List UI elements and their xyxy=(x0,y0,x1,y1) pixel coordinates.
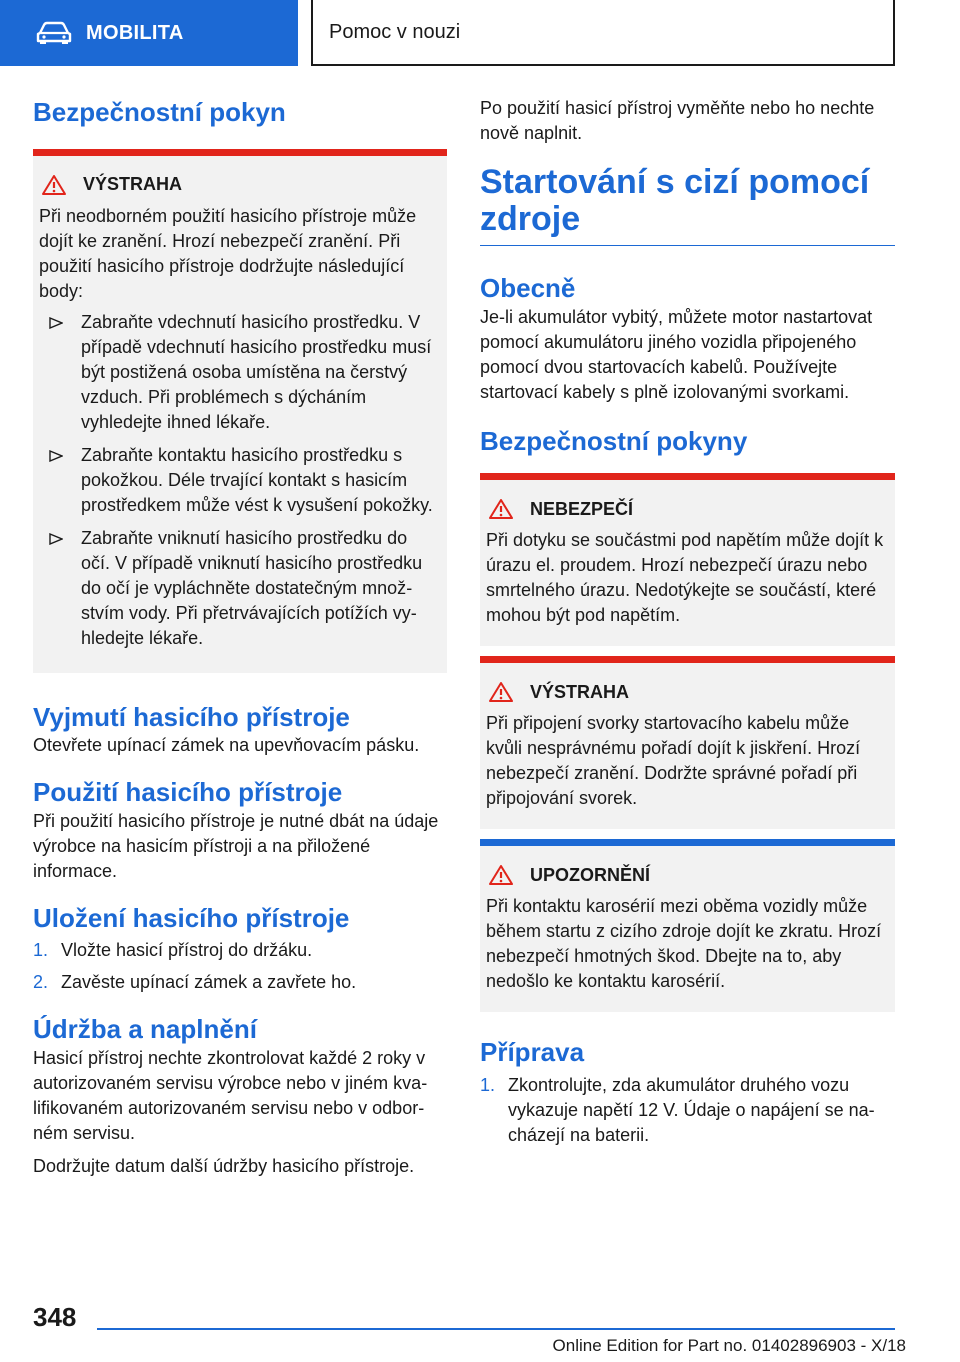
prep-steps xyxy=(480,1073,895,1148)
triangle-bullet-icon xyxy=(49,450,63,462)
notice-box xyxy=(480,839,895,1012)
maintenance-text-2: Dodržujte datum další údržby hasicího přístroje. xyxy=(33,1155,415,1176)
warning-triangle-icon xyxy=(488,864,514,886)
prep-heading: Příprava xyxy=(480,1037,585,1068)
danger-box xyxy=(480,473,895,646)
page-number: 348 xyxy=(33,1302,77,1332)
chapter-tab[interactable] xyxy=(0,0,298,66)
notice-label: UPOZORNĚNÍ xyxy=(530,864,651,885)
danger-box-title xyxy=(486,498,887,520)
right-column xyxy=(480,96,895,1155)
removal-text: Otevřete upínací zámek na upevňovacím pásku. xyxy=(33,735,420,755)
danger-label: NEBEZPEČÍ xyxy=(530,498,634,519)
storage-steps xyxy=(33,938,447,995)
maintenance-text: Hasicí přístroj nechte zkontrolovat každé 2 roky v autorizovaném servisu výrobce nebo v jiném kvalifikovaném autorizovaném servisu nebo v odborném servisu. xyxy=(33,1047,428,1143)
danger-text: Při dotyku se součástmi pod napětím může dojít k úrazu el. proudem. Hrozí nebezpečí úrazu nebo smrtelného úrazu. Nedotýkejte se součástí, které mohou být pod napětím. xyxy=(486,530,884,626)
storage-heading: Uložení hasicího přístroje xyxy=(33,902,350,933)
warning-box-right xyxy=(480,656,895,829)
list-item: Zabraňte vdechnutí hasicího prostředku. V případě vdechnutí hasicího prostředku musí být postižená osoba umístěna na čerstvý vzduch. Při problémech s dýcháním vyhledejte ihned lékaře. xyxy=(39,310,439,435)
notice-box-title xyxy=(486,864,887,886)
refill-text: Po použití hasicí přístroj vyměňte nebo ho nechte nově naplnit. xyxy=(480,98,875,143)
edition-text: Online Edition for Part no. 01402896903 - X/18 xyxy=(552,1336,906,1355)
warning-label-right: VÝSTRAHA xyxy=(530,681,630,702)
car-icon xyxy=(36,21,72,45)
list-item: 2. Zavěste upínací zámek a zavřete ho. xyxy=(33,972,357,992)
list-item: 1. Zkontrolujte, zda akumulátor druhého vozu vykazuje napětí 12 V. Údaje o napájení se nacházejí na baterii. xyxy=(480,1074,875,1145)
removal-heading: Vyjmutí hasicího přístroje xyxy=(33,701,350,732)
footer-divider xyxy=(97,1328,895,1330)
warning-box-title xyxy=(39,174,439,196)
general-text: Je-li akumulátor vybitý, můžete motor nastartovat pomocí akumulátoru jiného vozidla připojeného pomocí dvou startovacích kabelů. Používejte startovací kabely s plně izolovanými svorkami. xyxy=(480,306,873,402)
list-item: 1. Vložte hasicí přístroj do držáku. xyxy=(33,940,313,960)
warning-box-right-title xyxy=(486,681,887,703)
chapter-title: MOBILITA xyxy=(86,21,184,44)
warning-intro: Při neodborném použití hasicího přístroje může dojít ke zranění. Hrozí nebezpečí zranění. Při použití hasicího přístroje dodržujte následující body: xyxy=(39,205,417,301)
warning-label: VÝSTRAHA xyxy=(83,174,183,194)
left-column xyxy=(33,96,447,1179)
safety-heading-right: Bezpečnostní pokyny xyxy=(480,425,748,456)
page-header xyxy=(0,0,960,66)
maintenance-heading: Údržba a naplnění xyxy=(33,1014,257,1044)
section-title: Pomoc v nouzi xyxy=(311,0,895,66)
warning-triangle-icon xyxy=(41,174,67,196)
warning-box xyxy=(33,149,447,673)
general-heading: Obecně xyxy=(480,273,576,304)
list-item: Zabraňte vniknutí hasicího prostředku do očí. V případě vniknutí hasicího prostředku do očí je vypláchněte dostatečným množstvím vody. Při přetrvávajících potížích vyhledejte lékaře. xyxy=(39,526,439,651)
notice-text: Při kontaktu karosérií mezi oběma vozidly může během startu z cizího zdroje dojít ke zkratu. Hrozí nebezpečí hmotných škod. Dbejte na to, aby nedošlo ke kontaktu karosérií. xyxy=(486,896,882,992)
safety-heading: Bezpečnostní pokyn xyxy=(33,97,286,127)
warning-triangle-icon xyxy=(488,498,514,520)
triangle-bullet-icon xyxy=(49,317,63,329)
usage-heading: Použití hasicího přístroje xyxy=(33,777,343,807)
list-item: Zabraňte kontaktu hasicího prostředku s pokožkou. Déle trvající kontakt s hasicím prostředkem může vést k vysušení pokožky. xyxy=(39,443,439,518)
usage-text: Při použití hasicího přístroje je nutné dbát na údaje výrobce na hasicím přístroji a na přiložené informace. xyxy=(33,810,439,881)
warning-list xyxy=(39,310,439,651)
jumpstart-heading: Startování s cizí pomocí zdroje xyxy=(480,164,895,246)
warning-triangle-icon xyxy=(488,681,514,703)
warning-text-right: Při připojení svorky startovacího kabelu může kvůli nesprávnému pořadí dojít k jiskření. Hrozí nebezpečí zranění. Dodržte správné pořadí při připojování svorek. xyxy=(486,713,861,809)
triangle-bullet-icon xyxy=(49,533,63,545)
